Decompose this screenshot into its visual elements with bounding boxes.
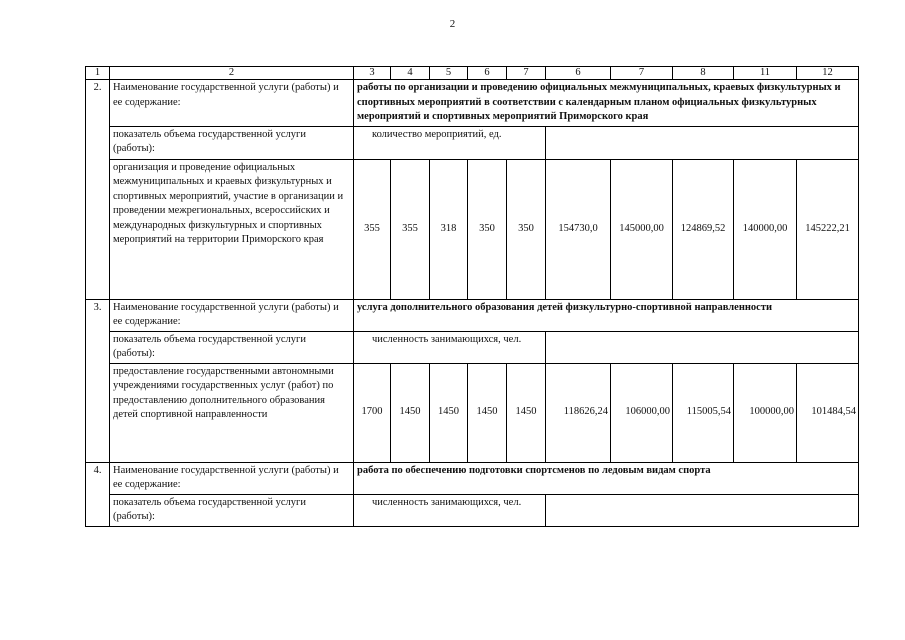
header-cell: 1 bbox=[86, 67, 110, 80]
header-cell: 6 bbox=[546, 67, 611, 80]
header-cell: 2 bbox=[110, 67, 354, 80]
value-cell: 1450 bbox=[391, 363, 430, 462]
header-cell: 7 bbox=[507, 67, 546, 80]
section-row bbox=[86, 80, 859, 127]
page-number: 2 bbox=[449, 18, 456, 30]
value-cell: 100000,00 bbox=[734, 363, 797, 462]
value-cell: 101484,54 bbox=[797, 363, 859, 462]
service-table bbox=[85, 66, 859, 527]
header-cell: 8 bbox=[673, 67, 734, 80]
indicator-row bbox=[86, 331, 859, 363]
indicator-unit: численность занимающихся, чел. bbox=[354, 331, 546, 363]
indicator-unit: численность занимающихся, чел. bbox=[354, 494, 546, 526]
header-cell: 12 bbox=[797, 67, 859, 80]
value-cell: 124869,52 bbox=[673, 159, 734, 299]
value-cell: 350 bbox=[468, 159, 507, 299]
value-cell: 318 bbox=[430, 159, 468, 299]
content-row bbox=[86, 159, 859, 299]
section-number: 4. bbox=[86, 462, 110, 526]
value-cell: 350 bbox=[507, 159, 546, 299]
header-row bbox=[86, 67, 859, 80]
indicator-row bbox=[86, 126, 859, 159]
content-text: предоставление государственными автономными учреждениями государственных услуг (работ) по предоставлению дополнительного образования детей спортивной направленности bbox=[110, 363, 354, 462]
indicator-unit: количество мероприятий, ед. bbox=[354, 126, 546, 159]
value-cell: 145222,21 bbox=[797, 159, 859, 299]
header-cell: 5 bbox=[430, 67, 468, 80]
section-row bbox=[86, 462, 859, 494]
indicator-row bbox=[86, 494, 859, 526]
value-cell: 106000,00 bbox=[611, 363, 673, 462]
indicator-label: показатель объема государственной услуги (работы): bbox=[110, 331, 354, 363]
value-cell: 1450 bbox=[507, 363, 546, 462]
service-name: работа по обеспечению подготовки спортсменов по ледовым видам спорта bbox=[354, 462, 859, 494]
content-text: организация и проведение официальных межмуниципальных и краевых физкультурных и спортивных мероприятий, участие в организации и проведении межрегиональных, всероссийских и международных физкультурных и спортивных мероприятий на территории Приморского края bbox=[110, 159, 354, 299]
indicator-empty bbox=[546, 331, 859, 363]
value-cell: 1700 bbox=[354, 363, 391, 462]
value-cell: 154730,0 bbox=[546, 159, 611, 299]
value-cell: 1450 bbox=[468, 363, 507, 462]
service-label: Наименование государственной услуги (работы) и ее содержание: bbox=[110, 80, 354, 127]
section-row bbox=[86, 299, 859, 331]
header-cell: 7 bbox=[611, 67, 673, 80]
value-cell: 1450 bbox=[430, 363, 468, 462]
header-cell: 11 bbox=[734, 67, 797, 80]
indicator-label: показатель объема государственной услуги (работы): bbox=[110, 494, 354, 526]
section-number: 2. bbox=[86, 80, 110, 300]
service-name: работы по организации и проведению официальных межмуниципальных, краевых физкультурных и спортивных мероприятий в соответствии с календарным планом официальных физкультурных мероприятий и спортивных мероприятий Приморского края bbox=[354, 80, 859, 127]
service-label: Наименование государственной услуги (работы) и ее содержание: bbox=[110, 299, 354, 331]
section-number: 3. bbox=[86, 299, 110, 462]
value-cell: 355 bbox=[354, 159, 391, 299]
header-cell: 3 bbox=[354, 67, 391, 80]
indicator-empty bbox=[546, 126, 859, 159]
content-row bbox=[86, 363, 859, 462]
value-cell: 140000,00 bbox=[734, 159, 797, 299]
header-cell: 6 bbox=[468, 67, 507, 80]
indicator-label: показатель объема государственной услуги (работы): bbox=[110, 126, 354, 159]
value-cell: 115005,54 bbox=[673, 363, 734, 462]
value-cell: 118626,24 bbox=[546, 363, 611, 462]
service-label: Наименование государственной услуги (работы) и ее содержание: bbox=[110, 462, 354, 494]
service-name: услуга дополнительного образования детей физкультурно-спортивной направленности bbox=[354, 299, 859, 331]
value-cell: 145000,00 bbox=[611, 159, 673, 299]
indicator-empty bbox=[546, 494, 859, 526]
header-cell: 4 bbox=[391, 67, 430, 80]
value-cell: 355 bbox=[391, 159, 430, 299]
